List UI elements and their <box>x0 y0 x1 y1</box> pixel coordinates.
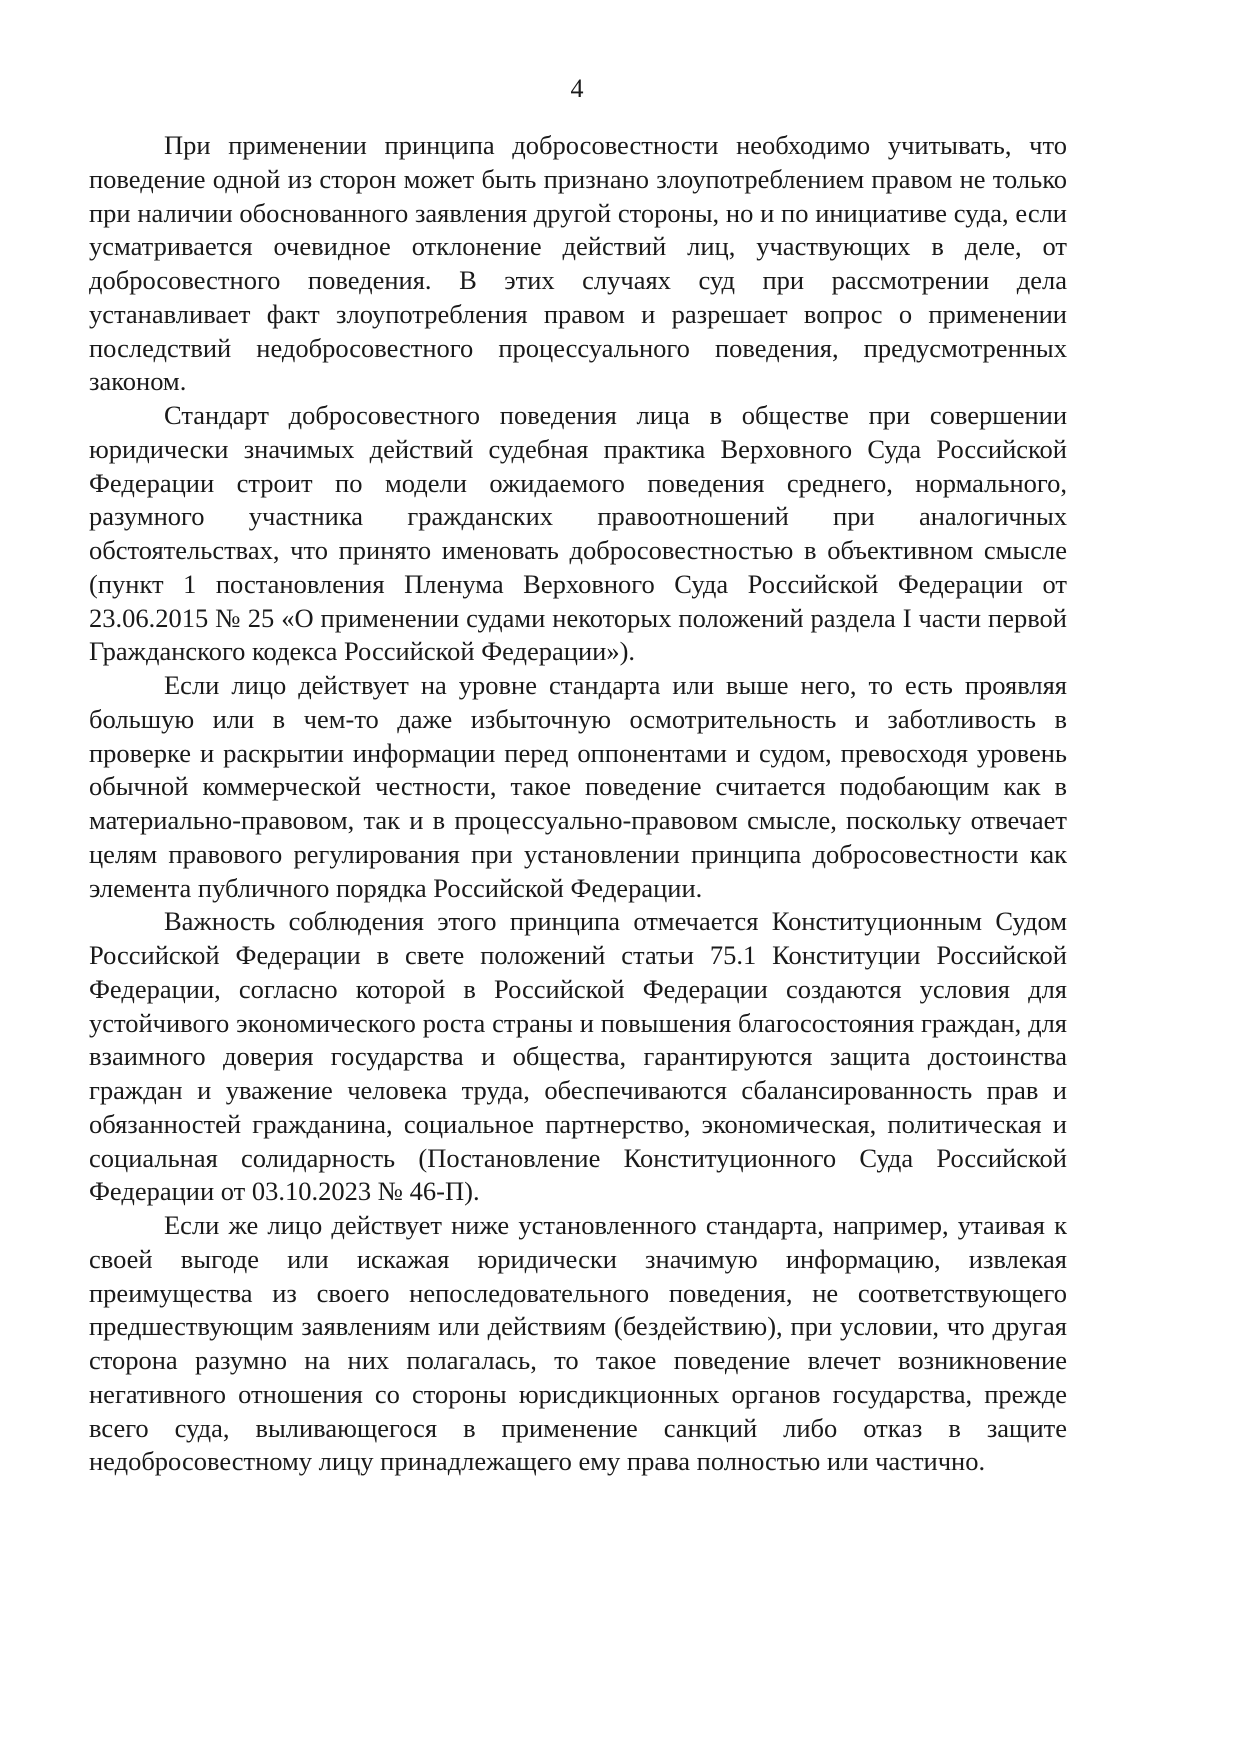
paragraph-good-faith-principle: При применении принципа добросовестности необходимо учитывать, что поведение одной из сторон может быть признано злоупотреблением правом не только при наличии обоснованного заявления другой стороны, но и по инициативе суда, если усматривается очевидное отклонение действий лиц, участвующих в деле, от добросовестного поведения. В этих случаях суд при рассмотрении дела устанавливает факт злоупотребления правом и разрешает вопрос о применении последствий недобросовестного процессуального поведения, предусмотренных законом. <box>89 130 1067 397</box>
paragraph-above-standard: Если лицо действует на уровне стандарта или выше него, то есть проявляя большую или в чем-то даже избыточную осмотрительность и заботливость в проверке и раскрытии информации перед оппонентами и судом, превосходя уровень обычной коммерческой честности, такое поведение считается подобающим как в материально-правовом, так и в процессуально-правовом смысле, поскольку отвечает целям правового регулирования при установлении принципа добросовестности как элемента публичного порядка Российской Федерации. <box>89 670 1067 903</box>
document-body <box>89 129 1067 1479</box>
paragraph-good-faith-standard: Стандарт добросовестного поведения лица в обществе при совершении юридически значимых действий судебная практика Верховного Суда Российской Федерации строит по модели ожидаемого поведения среднего, нормального, разумного участника гражданских правоотношений при аналогичных обстоятельствах, что принято именовать добросовестностью в объективном смысле (пункт 1 постановления Пленума Верховного Суда Российской Федерации от 23.06.2015 № 25 «О применении судами некоторых положений раздела I части первой Гражданского кодекса Российской Федерации»). <box>89 400 1067 667</box>
paragraph-constitutional-court: Важность соблюдения этого принципа отмечается Конституционным Судом Российской Федерации в свете положений статьи 75.1 Конституции Российской Федерации, согласно которой в Российской Федерации создаются условия для устойчивого экономического роста страны и повышения благосостояния граждан, для взаимного доверия государства и общества, гарантируются защита достоинства граждан и уважение человека труда, обеспечиваются сбалансированность прав и обязанностей гражданина, социальное партнерство, экономическая, политическая и социальная солидарность (Постановление Конституционного Суда Российской Федерации от 03.10.2023 № 46-П). <box>89 906 1067 1207</box>
page-number: 4 <box>570 74 584 103</box>
paragraph-below-standard: Если же лицо действует ниже установленного стандарта, например, утаивая к своей выгоде или искажая юридически значимую информацию, извлекая преимущества из своего непоследовательного поведения, не соответствующего предшествующим заявлениям или действиям (бездействию), при условии, что другая сторона разумно на них полагалась, то такое поведение влечет возникновение негативного отношения со стороны юрисдикционных органов государства, прежде всего суда, выливающегося в применение санкций либо отказ в защите недобросовестному лицу принадлежащего ему права полностью или частично. <box>89 1210 1067 1477</box>
